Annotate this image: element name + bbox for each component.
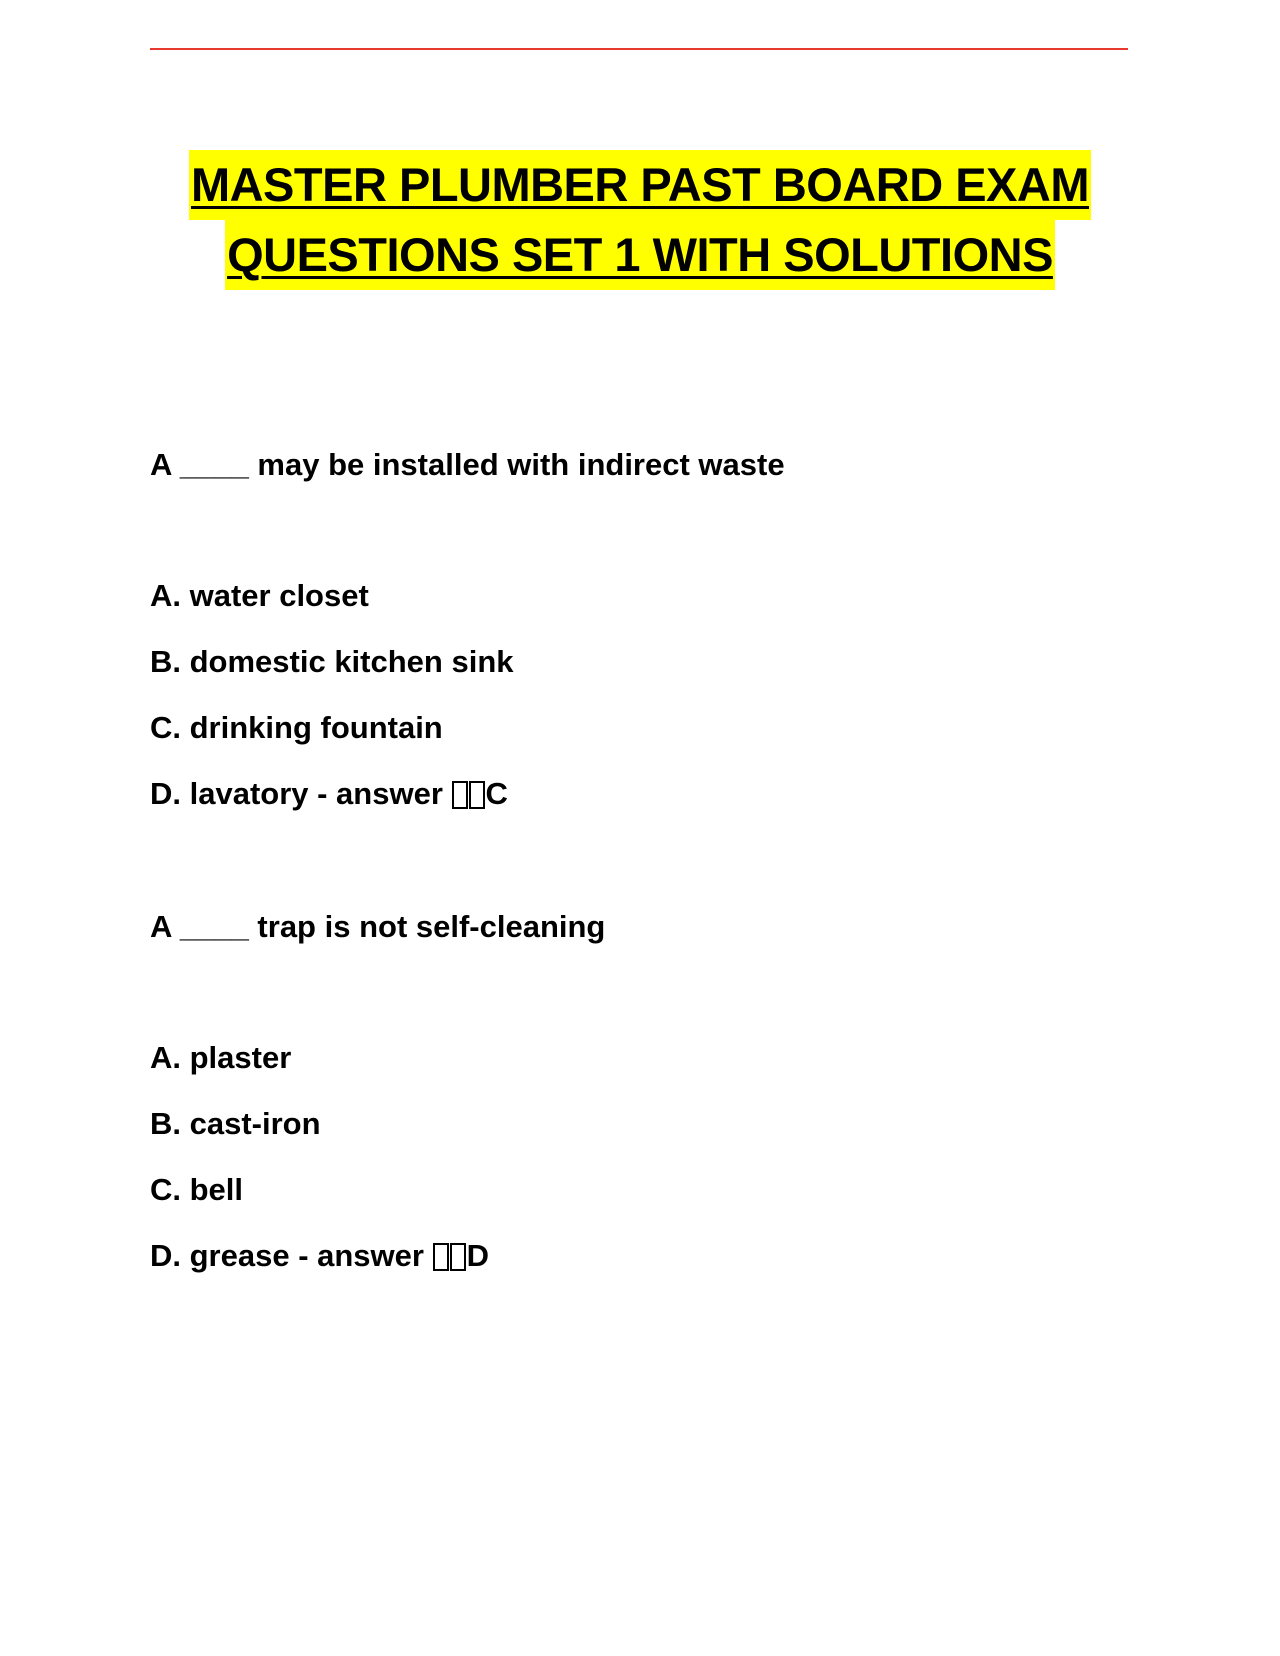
- missing-glyph-icon: [450, 1243, 466, 1271]
- question-1-option-a: A. water closet: [150, 578, 369, 613]
- document-title: [0, 150, 1280, 290]
- question-2-option-b: B. cast-iron: [150, 1106, 321, 1141]
- question-2-text: A ____ trap is not self-cleaning: [150, 909, 606, 944]
- question-1-answer: C: [485, 776, 508, 811]
- missing-glyph-icon: [433, 1243, 449, 1271]
- title-line-2: QUESTIONS SET 1 WITH SOLUTIONS: [225, 220, 1055, 290]
- question-1-option-c: C. drinking fountain: [150, 710, 443, 745]
- question-2-answer: D: [466, 1238, 489, 1273]
- missing-glyph-icon: [452, 781, 468, 809]
- question-2-option-d: [150, 1236, 489, 1276]
- title-line-1: MASTER PLUMBER PAST BOARD EXAM: [189, 150, 1091, 220]
- question-2-option-d-label: D. grease - answer: [150, 1238, 433, 1273]
- question-2-option-c: C. bell: [150, 1172, 244, 1207]
- question-1-option-d-label: D. lavatory - answer: [150, 776, 452, 811]
- missing-glyph-icon: [469, 781, 485, 809]
- header-rule: [150, 48, 1128, 50]
- question-1-text: A ____ may be installed with indirect waste: [150, 447, 785, 482]
- question-1-option-b: B. domestic kitchen sink: [150, 644, 514, 679]
- question-2-option-a: A. plaster: [150, 1040, 292, 1075]
- question-1-option-d: [150, 774, 508, 814]
